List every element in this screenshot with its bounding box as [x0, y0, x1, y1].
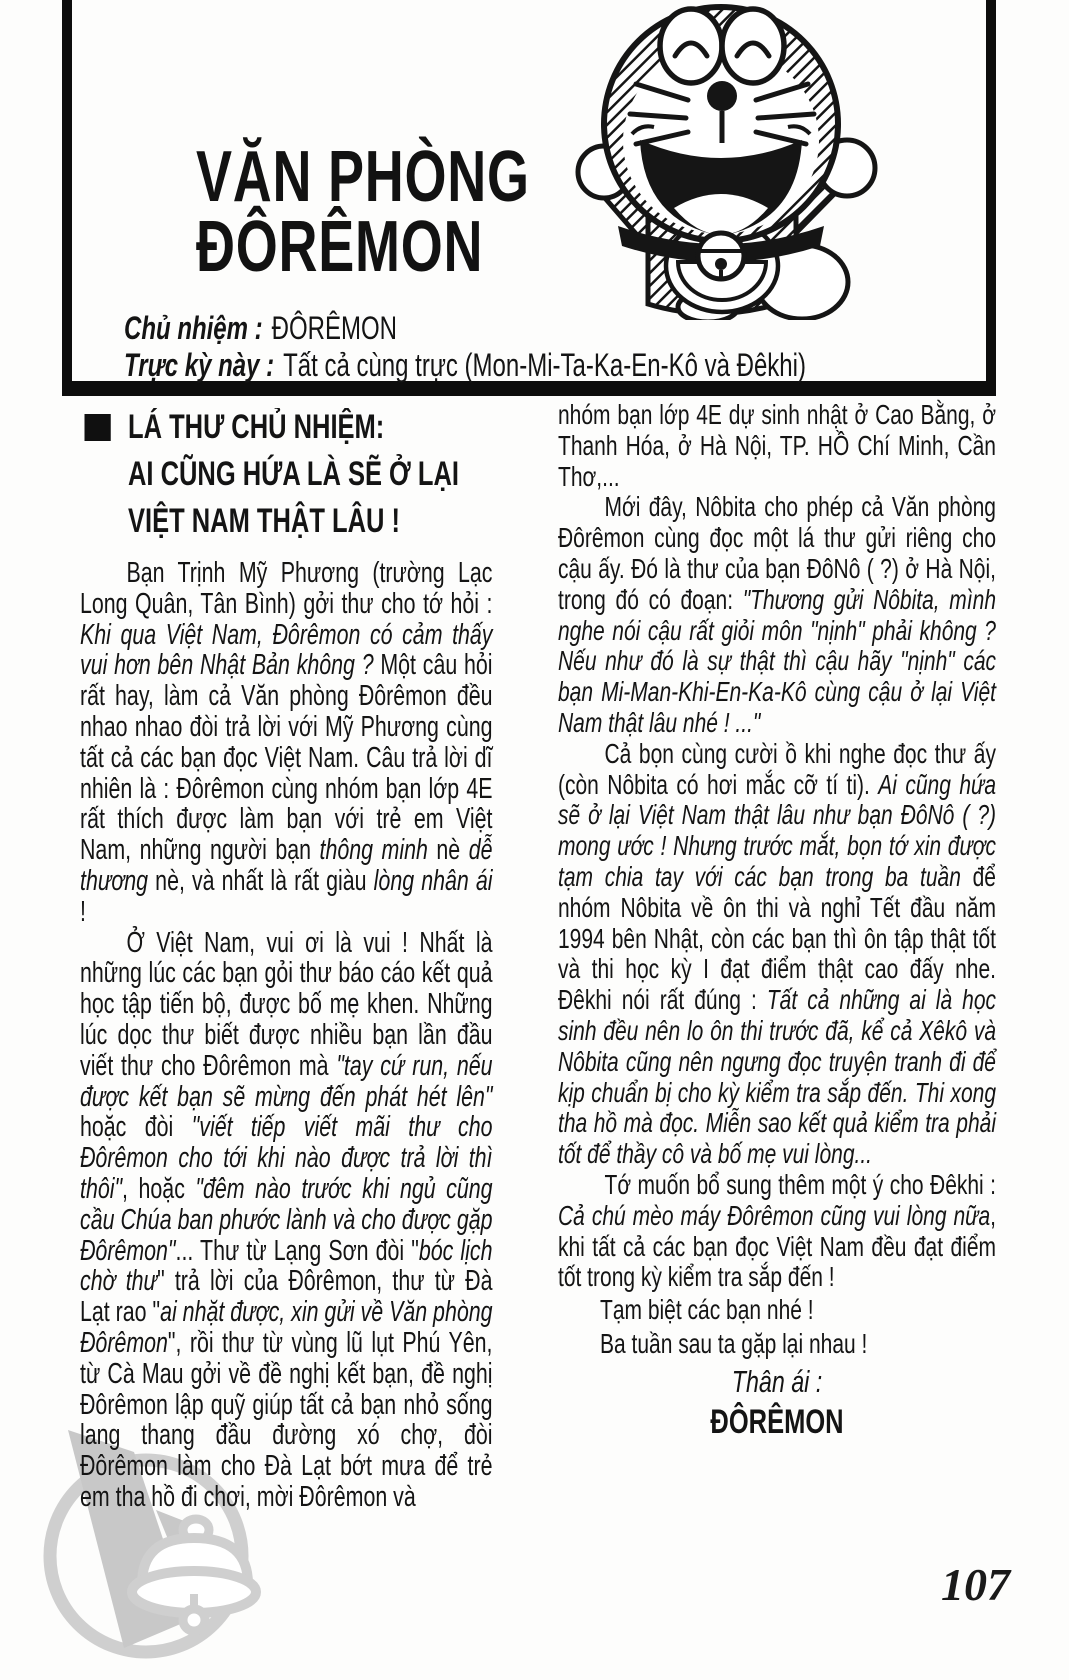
left-column-paragraphs	[80, 558, 493, 1513]
credit-duty-value: Tất cả cùng trực (Mon-Mi-Ta-Ka-En-Kô và Đêkhi)	[283, 347, 806, 383]
page-number: 107	[941, 1559, 1010, 1610]
doraemon-bell-icon	[698, 233, 744, 279]
signature-name: ĐÔRÊMON	[710, 1403, 844, 1442]
credit-duty-label: Trực kỳ này :	[124, 347, 275, 383]
article-right-column	[558, 400, 996, 1442]
section-bullet-icon	[85, 414, 111, 441]
signature-valediction: Thân ái :	[731, 1364, 823, 1400]
masthead-credits	[124, 310, 844, 384]
paragraph: Ở Việt Nam, vui ơi là vui ! Nhất là những lúc các bạn gỏi thư báo cáo kết quả học tập tiến bộ, được bố mẹ khen. Những lúc dọc thư biết được nhiều bạn lần đầu viết thư cho Đôrêmon mà "tay cứ run, nếu được kết bạn sẽ mừng đến phát hét lên" hoặc đòi "viết tiếp viết mãi thư cho Đôrêmon cho tới khi nào được trả lời thì thôi", hoặc "đêm nào trước khi ngủ cũng cầu Chúa ban phước lành và cho được gặp Đôrêmon"... Thư từ Lạng Sơn đòi "bóc lịch chờ thư" trả lời của Đôrêmon, thư từ Đà Lạt rao "ai nhặt được, xin gửi về Văn phòng Đôrêmon", rồi thư từ vùng lũ lụt Phú Yên, từ Cà Mau gởi về đề nghị kết bạn, đề nghị Đôrêmon lập quỹ giúp tất cả bạn nhỏ sống lang thang đầu đường xó chợ, đòi Đôrêmon làm cho Đà Lạt bớt mưa để trẻ em tha hồ đi chơi, mời Đôrêmon và	[80, 926, 493, 1513]
paragraph: Mới đây, Nôbita cho phép cả Văn phòng Đôrêmon cùng đọc một lá thư gửi riêng cho cậu ấy. Đó là thư của bạn ĐôNô ( ?) ở Hà Nội, trong đó có đoạn: "Thương gửi Nôbita, mình nghe nói cậu rất giỏi môn "nịnh" phải không ? Nếu như đó là sự thật thì cậu hãy "nịnh" các bạn Mi-Man-Khi-En-Ka-Kô cùng cậu ở lại Việt Nam thật lâu nhé ! ..."	[558, 491, 996, 738]
credit-duty-line	[124, 347, 844, 384]
page-title	[196, 137, 586, 287]
paragraph: nhóm bạn lớp 4E dự sinh nhật ở Cao Bằng, ở Thanh Hóa, ở Hà Nội, TP. HỒ Chí Minh, Cần Thơ,...	[558, 399, 996, 492]
doraemon-nose	[707, 81, 737, 111]
paragraph: Bạn Trịnh Mỹ Phương (trường Lạc Long Quân, Tân Bình) gởi thư cho tớ hỏi : Khi qua Việt Nam, Đôrêmon có cảm thấy vui hơn bên Nhật Bản không ? Một câu hỏi rất hay, làm cả Văn phòng Đôrêmon đều nhao nhao đòi trả lời với Mỹ Phương cùng tất cả các bạn đọc Việt Nam. Câu trả lời dĩ nhiên là : Đôrêmon cùng nhóm bạn lớp 4E rất thích được làm bạn với trẻ em Việt Nam, những người bạn thông minh nè dễ thương nè, và nhất là rất giàu lòng nhân ái !	[80, 557, 493, 928]
article-heading	[80, 404, 493, 545]
article-heading-line1: LÁ THƯ CHỦ NHIỆM:	[128, 408, 385, 446]
article-left-column	[80, 404, 493, 1513]
closing-line-goodbye: Tạm biệt các bạn nhé !	[600, 1294, 814, 1326]
doraemon-illustration	[548, 4, 893, 320]
article-heading-line2: AI CŨNG HỨA LÀ SẼ Ở LẠI	[128, 455, 459, 493]
credit-editor-line	[124, 310, 844, 347]
doraemon-left-eye	[660, 9, 722, 83]
page-title-line1: VĂN PHÒNG	[196, 137, 530, 217]
doraemon-right-eye	[722, 9, 784, 83]
article-heading-line3: VIỆT NAM THẬT LÂU !	[128, 502, 400, 540]
credit-editor-label: Chủ nhiệm :	[124, 310, 263, 346]
paragraph: Tớ muốn bổ sung thêm một ý cho Đêkhi : Cả chú mèo máy Đôrêmon cũng vui lòng nữa, khi tất cả các bạn đọc Việt Nam đều đạt điểm tốt trong kỳ kiểm tra sắp đến !	[558, 1168, 996, 1293]
page-title-line2: ĐÔRÊMON	[196, 207, 484, 287]
paragraph: Cả bọn cùng cười ồ khi nghe đọc thư ấy (còn Nôbita có hơi mắc cỡ tí ti). Ai cũng hứa sẽ ở lại Việt Nam thật lâu như bạn ĐôNô ( ?) mong ước ! Nhưng trước mắt, bọn tớ xin được tạm chia tay với các bạn trong ba tuần để nhóm Nôbita về ôn thi và nghỉ Tết đầu năm 1994 bên Nhật, còn các bạn thì ôn tập thật tốt và thi học kỳ I đạt điểm thật cao đấy nhe. Đêkhi nói rất đúng : Tất cả những ai là học sinh đều nên lo ôn thi trước đã, kể cả Xêkô và Nôbita cũng nên ngưng đọc truyện tranh đi để kịp chuẩn bị cho kỳ kiểm tra sắp đến. Thi xong tha hồ mà đọc. Miễn sao kết quả kiểm tra phải tốt để thầy cô và bố mẹ vui lòng...	[558, 737, 996, 1170]
closing-line-see-you: Ba tuần sau ta gặp lại nhau !	[600, 1328, 868, 1360]
right-column-paragraphs	[558, 400, 996, 1293]
credit-editor-value: ĐÔRÊMON	[271, 310, 397, 346]
